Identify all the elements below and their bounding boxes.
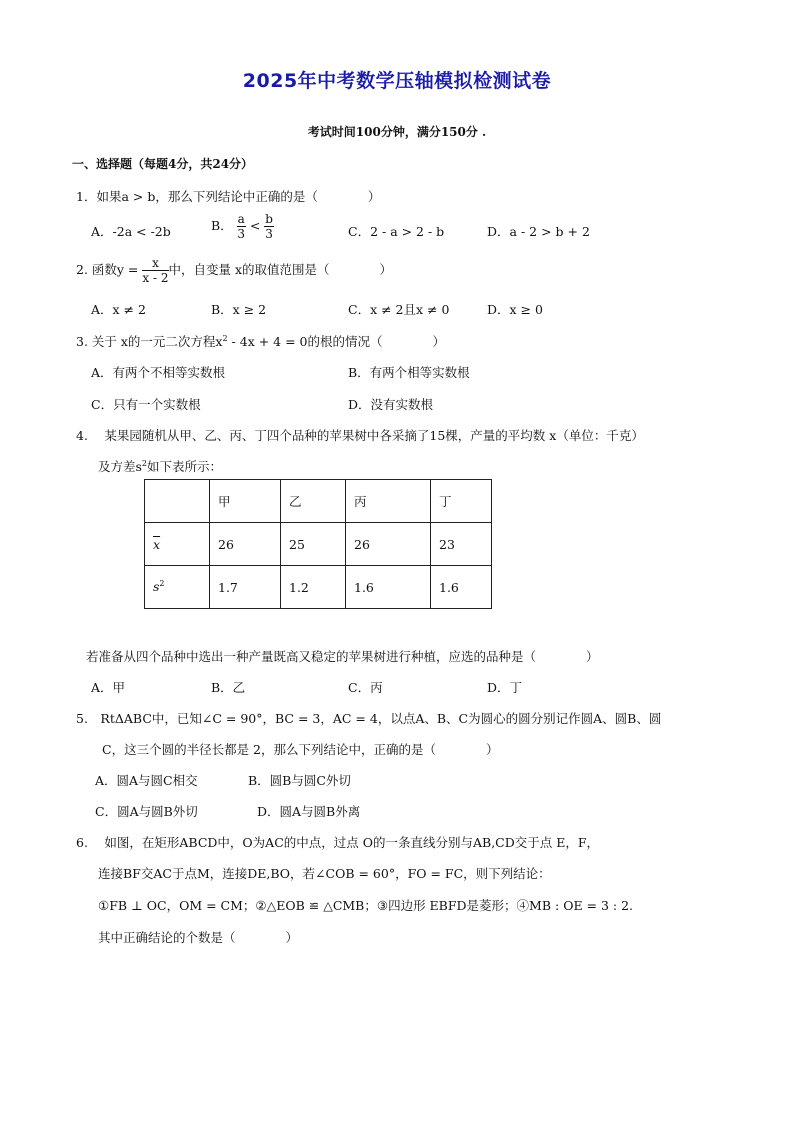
table-cell: 26 <box>210 523 281 566</box>
q4-option-c: C．丙 <box>348 680 383 695</box>
exam-info: 考试时间100分钟，满分150分 . <box>307 125 487 139</box>
q6-stem-line1: 6. 如图，在矩形ABCD中，O为AC的中点，过点 O的一条直线分别与AB,CD交于点 E，F， <box>76 835 600 850</box>
q3-option-c: C．只有一个实数根 <box>91 397 201 412</box>
q5-stem-line2: C，这三个圆的半径长都是 2，那么下列结论中，正确的是（ ） <box>102 742 499 757</box>
q2-option-a: A．x ≠ 2 <box>91 302 146 317</box>
q2-option-d: D．x ≥ 0 <box>487 302 543 317</box>
q2-option-b: B．x ≥ 2 <box>211 302 267 317</box>
q1-option-b: B． $\frac{a}{3}$ < $\frac{b}{3}$ <box>211 212 273 241</box>
q6-stem-line4: 其中正确结论的个数是（ ） <box>98 930 299 945</box>
table-cell: 甲 <box>210 480 281 523</box>
table-cell: 23 <box>431 523 492 566</box>
q1-option-d: D．a - 2 > b + 2 <box>487 224 590 239</box>
table-cell: 1.2 <box>281 566 346 609</box>
q6-stem-line2: 连接BF交AC于点M，连接DE,BO，若∠COB = 60°，FO = FC，则下列结论： <box>98 866 551 881</box>
table-cell: 丁 <box>431 480 492 523</box>
table-cell: 1.6 <box>431 566 492 609</box>
table-cell: 25 <box>281 523 346 566</box>
data-table <box>144 479 492 609</box>
page-title: 2025年中考数学压轴模拟检测试卷 <box>242 70 552 92</box>
table-row-label: $s^2$ <box>145 566 210 609</box>
q4-stem-line2: 及方差$s^2$如下表所示： <box>98 458 223 474</box>
q3-option-d: D．没有实数根 <box>348 397 434 412</box>
q5-option-a: A．圆A与圆C相交 <box>95 773 198 788</box>
table-header-row <box>145 480 492 523</box>
table-cell: 26 <box>346 523 431 566</box>
q3-stem: 3. 关于 x的一元二次方程$x^2 - 4x + 4 = 0$的根的情况（ ） <box>76 333 445 349</box>
q3-option-b: B．有两个相等实数根 <box>348 365 470 380</box>
q2-stem: 2. 函数y = $\frac{x}{x - 2}$ 中，自变量 x的取值范围是（ ） <box>76 256 393 285</box>
q4-option-d: D．丁 <box>487 680 523 695</box>
q5-option-d: D．圆A与圆B外离 <box>257 804 361 819</box>
table-cell: 1.6 <box>346 566 431 609</box>
table-row-label: $\overline{x}$ <box>145 523 210 566</box>
q5-stem-line1: 5. RtΔABC中，已知∠C = 90°，BC = 3，AC = 4，以点A、B、C为圆心的圆分别记作圆A、圆B、圆 <box>76 711 662 726</box>
q5-option-b: B．圆B与圆C外切 <box>248 773 351 788</box>
q2-option-c: C．x ≠ 2且x ≠ 0 <box>348 302 450 317</box>
q4-option-b: B．乙 <box>211 680 246 695</box>
table-cell: 1.7 <box>210 566 281 609</box>
q4-stem-line1: 4. 某果园随机从甲、乙、丙、丁四个品种的苹果树中各采摘了15棵，产量的平均数 x（单位：千克） <box>76 428 644 443</box>
q4-question: 若准备从四个品种中选出一种产量既高又稳定的苹果树进行种植，应选的品种是（ ） <box>86 649 599 664</box>
table-row <box>145 523 492 566</box>
q4-option-a: A．甲 <box>91 680 126 695</box>
q1-option-c: C．2 - a > 2 - b <box>348 224 445 239</box>
table-cell: 丙 <box>346 480 431 523</box>
table-row <box>145 566 492 609</box>
q6-stem-line3: ①FB ⊥ OC，OM = CM；②△EOB ≌ △CMB；③四边形 EBFD是菱形；④MB : OE = 3 : 2. <box>98 898 634 913</box>
table-cell: 乙 <box>281 480 346 523</box>
q5-option-c: C．圆A与圆B外切 <box>95 804 198 819</box>
q1-stem: 1．如果a > b，那么下列结论中正确的是（ ） <box>76 189 381 204</box>
q1-option-a: A．-2a < -2b <box>91 224 171 239</box>
table-cell <box>145 480 210 523</box>
section-heading: 一、选择题（每题4分，共24分） <box>72 157 254 171</box>
q3-option-a: A．有两个不相等实数根 <box>91 365 226 380</box>
